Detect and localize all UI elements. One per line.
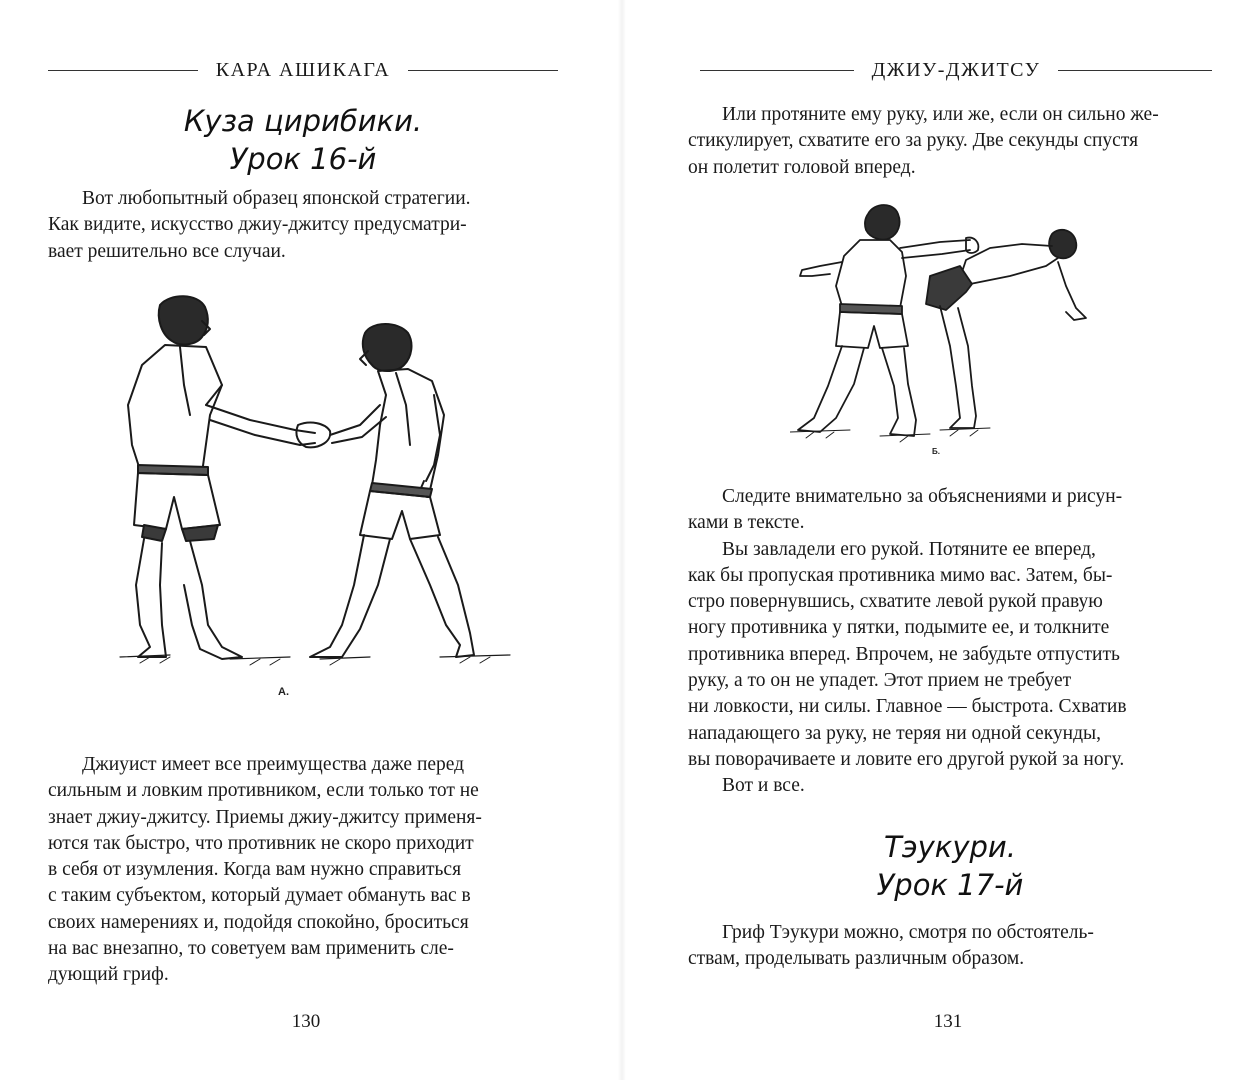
text-line: вает решительно все случаи. [48, 240, 286, 262]
text-line: вы поворачиваете и ловите его другой рукой за ногу. [688, 748, 1125, 770]
text-line: на вас внезапно, то советуем вам применить сле- [48, 938, 454, 960]
text-line: ни ловкости, ни силы. Главное — быстрота. Схватив [688, 696, 1127, 718]
running-head-text: ДЖИУ-ДЖИТСУ [871, 58, 1041, 81]
paragraph [688, 920, 1214, 973]
text-line: стикулирует, схватите его за руку. Две секунды спустя [688, 130, 1139, 152]
heading-title: Куза цирибики. [183, 104, 423, 138]
figure-label: А. [278, 686, 289, 698]
paragraph [48, 186, 564, 265]
running-head-rule [48, 70, 198, 71]
running-head-rule [408, 70, 558, 71]
text-line: своих намерениях и, подойдя спокойно, броситься [48, 911, 469, 933]
paragraph [688, 102, 1214, 181]
running-head-rule [1058, 70, 1212, 71]
text-line: знает джиу-джитсу. Приемы джиу-джитсу применя- [48, 806, 482, 828]
text-line: Вы завладели его рукой. Потяните ее вперед, [722, 538, 1096, 560]
text-line: противника вперед. Впрочем, не забудьте отпустить [688, 643, 1120, 665]
heading-subtitle: Урок 17-й [876, 868, 1024, 902]
running-head-rule [700, 70, 854, 71]
page-number: 131 [933, 1011, 963, 1032]
text-line: сильным и ловким противником, если только тот не [48, 780, 479, 802]
heading-title: Тэукури. [884, 830, 1016, 864]
lesson-heading [48, 102, 558, 178]
text-line: ногу противника у пятки, подымите ее, и толкните [688, 617, 1110, 639]
text-line: с таким субъектом, который думает обмануть вас в [48, 885, 471, 907]
lesson-heading [690, 828, 1210, 904]
text-line: в себя от изумления. Когда вам нужно справиться [48, 859, 462, 881]
text-line: стро повернувшись, схватите левой рукой правую [688, 591, 1103, 613]
heading-subtitle: Урок 16-й [229, 142, 377, 176]
text-line: Следите внимательно за объяснениями и рисун- [722, 486, 1123, 507]
text-line: Вот и все. [722, 775, 805, 797]
text-line: он полетит головой вперед. [688, 156, 916, 178]
right-running-head [700, 56, 1212, 84]
text-line: ками в тексте. [688, 512, 805, 534]
text-line: Или протяните ему руку, или же, если он сильно же- [722, 104, 1159, 125]
text-line: нападающего за руку, не теряя ни одной секунды, [688, 722, 1101, 744]
paragraph [688, 484, 1214, 800]
illustration-throw [790, 196, 1090, 458]
text-line: руку, а то он не упадет. Этот прием не требует [688, 670, 1072, 692]
left-running-head [48, 56, 558, 84]
text-line: дующий гриф. [48, 964, 169, 986]
running-head-text: КАРА АШИКАГА [215, 58, 391, 81]
text-line: Как видите, искусство джиу-джитсу предусматри- [48, 214, 467, 236]
text-line: Гриф Тэукури можно, смотря по обстоятель- [722, 922, 1094, 943]
page-number: 130 [291, 1011, 321, 1032]
text-line: как бы пропуская противника мимо вас. Затем, бы- [688, 564, 1113, 586]
paragraph [48, 752, 564, 989]
text-line: Вот любопытный образец японской стратегии. [82, 188, 471, 209]
text-line: ются так быстро, что противник не скоро приходит [48, 832, 474, 854]
illustration-handshake [110, 285, 530, 705]
right-page [622, 0, 1244, 1080]
text-line: ствам, проделывать различным образом. [688, 948, 1025, 970]
figure-label: Б. [932, 447, 940, 456]
text-line: Джиуист имеет все преимущества даже перед [82, 754, 465, 775]
